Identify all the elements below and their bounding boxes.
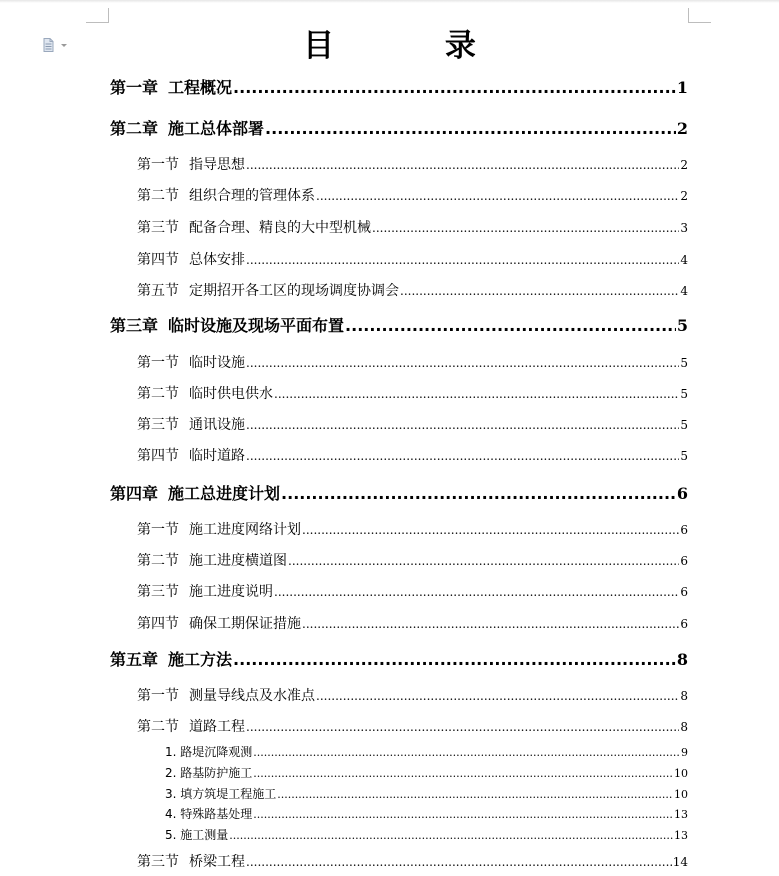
toc-title-text: 临时设施 bbox=[189, 355, 245, 371]
toc-title-text: 施工进度说明 bbox=[189, 584, 273, 600]
toc-page-number: 10 bbox=[674, 788, 688, 801]
toc-number: 第一章 bbox=[110, 78, 159, 97]
toc-leader bbox=[288, 551, 679, 571]
toc-section-5-1[interactable] bbox=[137, 686, 688, 706]
toc-number: 第一节 bbox=[137, 522, 179, 538]
toc-title-text: 路基防护施工 bbox=[180, 766, 253, 780]
toc-title-text: 路堤沉降观测 bbox=[180, 745, 253, 759]
toc-leader bbox=[233, 649, 676, 671]
toc-number: 第三节 bbox=[137, 220, 179, 236]
toc-section-2-4[interactable] bbox=[137, 250, 688, 270]
toc-number: 第五章 bbox=[110, 650, 159, 669]
toc-number: 第三节 bbox=[137, 584, 179, 600]
toc-leader bbox=[246, 250, 679, 270]
toc-leader bbox=[277, 786, 673, 803]
toc-page-number: 6 bbox=[680, 523, 688, 537]
toc-title-text: 工程概况 bbox=[168, 78, 233, 97]
toc-page-number: 8 bbox=[680, 720, 688, 734]
toc-leader bbox=[274, 384, 679, 404]
toc-leader bbox=[265, 118, 676, 140]
toc-section-2-1[interactable] bbox=[137, 155, 688, 175]
toc-page-number: 5 bbox=[680, 387, 688, 401]
toc-section-2-3[interactable] bbox=[137, 218, 688, 238]
toc-page-number: 5 bbox=[680, 418, 688, 432]
toc-leader bbox=[316, 186, 679, 206]
toc-page-number: 8 bbox=[680, 689, 688, 703]
toc-title-text: 临时供电供水 bbox=[189, 386, 273, 402]
toc-title-text: 道路工程 bbox=[189, 719, 245, 735]
toc-page-number: 3 bbox=[680, 221, 688, 235]
toc-page-number: 14 bbox=[672, 855, 688, 869]
toc-leader bbox=[246, 353, 679, 373]
toc-number: 第三节 bbox=[137, 854, 179, 870]
toc-section-3-3[interactable] bbox=[137, 415, 688, 435]
toc-number: 第一节 bbox=[137, 688, 179, 704]
toc-leader bbox=[253, 765, 673, 782]
toc-title: 目 录 bbox=[303, 28, 526, 64]
toc-leader bbox=[316, 686, 679, 706]
toc-number: 第四节 bbox=[137, 616, 179, 632]
toc-title-text: 特殊路基处理 bbox=[180, 807, 253, 821]
toc-page-number: 2 bbox=[676, 119, 688, 138]
toc-number: 5. bbox=[165, 828, 177, 842]
toc-section-4-1[interactable] bbox=[137, 520, 688, 540]
toc-page-number: 5 bbox=[680, 449, 688, 463]
margin-corner-top-right bbox=[688, 8, 711, 23]
toc-title-text: 施工方法 bbox=[168, 650, 233, 669]
toc-section-5-3[interactable] bbox=[137, 852, 688, 872]
toc-page-number: 4 bbox=[680, 253, 688, 267]
toc-page-number: 6 bbox=[680, 617, 688, 631]
toc-section-2-2[interactable] bbox=[137, 186, 688, 206]
toc-number: 第二节 bbox=[137, 188, 179, 204]
toc-title-text: 配备合理、精良的大中型机械 bbox=[189, 220, 371, 236]
toc-number: 第四节 bbox=[137, 252, 179, 268]
toc-section-4-4[interactable] bbox=[137, 614, 688, 634]
toc-title-text: 通讯设施 bbox=[189, 417, 245, 433]
toc-title-text: 施工进度横道图 bbox=[189, 553, 287, 569]
toc-section-2-5[interactable] bbox=[137, 281, 688, 301]
toc-chapter-1[interactable] bbox=[110, 77, 688, 99]
toc-leader bbox=[274, 582, 679, 602]
toc-section-3-2[interactable] bbox=[137, 384, 688, 404]
toc-number: 第一节 bbox=[137, 355, 179, 371]
toc-leader bbox=[400, 281, 679, 301]
toc-number: 第三章 bbox=[110, 316, 159, 335]
toc-title-text: 临时设施及现场平面布置 bbox=[168, 316, 345, 335]
toc-page-number: 8 bbox=[676, 650, 688, 669]
toc-leader bbox=[246, 446, 679, 466]
toc-leader bbox=[345, 315, 676, 337]
toc-number: 3. bbox=[165, 787, 177, 801]
toc-section-3-1[interactable] bbox=[137, 353, 688, 373]
toc-page-number: 6 bbox=[680, 554, 688, 568]
toc-leader bbox=[233, 77, 676, 99]
toc-page-number: 5 bbox=[680, 356, 688, 370]
toc-number: 第四节 bbox=[137, 448, 179, 464]
toc-title-text: 组织合理的管理体系 bbox=[189, 188, 315, 204]
toc-leader bbox=[253, 744, 680, 761]
toc-section-5-2[interactable] bbox=[137, 717, 688, 737]
toc-chapter-5[interactable] bbox=[110, 649, 688, 671]
page-top-edge bbox=[0, 0, 779, 3]
toc-number: 第二节 bbox=[137, 386, 179, 402]
toc-title-text: 施工测量 bbox=[180, 828, 229, 842]
toc-page-number: 13 bbox=[674, 808, 688, 821]
toc-item-5-2-1[interactable] bbox=[165, 744, 688, 761]
toc-number: 第一节 bbox=[137, 157, 179, 173]
toc-page-number: 10 bbox=[674, 767, 688, 780]
toc-number: 4. bbox=[165, 807, 177, 821]
margin-corner-top-left bbox=[86, 8, 109, 23]
toc-number: 2. bbox=[165, 766, 177, 780]
toc-leader bbox=[302, 520, 679, 540]
toc-number: 第三节 bbox=[137, 417, 179, 433]
toc-chapter-4[interactable] bbox=[110, 483, 688, 505]
toc-page-number: 6 bbox=[676, 484, 688, 503]
toc-chapter-3[interactable] bbox=[110, 315, 688, 337]
toc-title-text: 桥梁工程 bbox=[189, 854, 245, 870]
toc-page-number: 9 bbox=[681, 746, 688, 759]
toc-item-5-2-3[interactable] bbox=[165, 786, 688, 803]
toc-item-5-2-2[interactable] bbox=[165, 765, 688, 782]
toc-chapter-2[interactable] bbox=[110, 118, 688, 140]
toc-leader bbox=[281, 483, 676, 505]
toc-title-text: 测量导线点及水准点 bbox=[189, 688, 315, 704]
toc-leader bbox=[246, 717, 679, 737]
toc-section-4-2[interactable] bbox=[137, 551, 688, 571]
toc-title-text: 施工总进度计划 bbox=[168, 484, 281, 503]
toc-leader bbox=[372, 218, 679, 238]
toc-number: 第二章 bbox=[110, 119, 159, 138]
toc-leader bbox=[229, 827, 673, 844]
toc-leader bbox=[246, 415, 679, 435]
toc-page-number: 2 bbox=[680, 189, 688, 203]
toc-page-number: 13 bbox=[674, 829, 688, 842]
toc-title-text: 总体安排 bbox=[189, 252, 245, 268]
toc-number: 第五节 bbox=[137, 283, 179, 299]
toc-title-text: 确保工期保证措施 bbox=[189, 616, 301, 632]
toc-title-text: 定期招开各工区的现场调度协调会 bbox=[189, 283, 399, 299]
toc-title-text: 施工进度网络计划 bbox=[189, 522, 301, 538]
toc-number: 第二节 bbox=[137, 553, 179, 569]
toc-item-5-2-5[interactable] bbox=[165, 827, 688, 844]
toc-page-number: 2 bbox=[680, 158, 688, 172]
toc-page-number: 1 bbox=[676, 78, 688, 97]
toc-number: 第二节 bbox=[137, 719, 179, 735]
toc-page-number: 5 bbox=[676, 316, 688, 335]
toc-number: 第四章 bbox=[110, 484, 159, 503]
toc-item-5-2-4[interactable] bbox=[165, 806, 688, 823]
toc-number: 1. bbox=[165, 745, 177, 759]
toc-title-text: 填方筑堤工程施工 bbox=[180, 787, 277, 801]
toc-section-3-4[interactable] bbox=[137, 446, 688, 466]
toc-leader bbox=[253, 806, 673, 823]
toc-title-text: 施工总体部署 bbox=[168, 119, 265, 138]
toc-page-number: 4 bbox=[680, 284, 688, 298]
toc-title-text: 临时道路 bbox=[189, 448, 245, 464]
toc-leader bbox=[246, 852, 672, 872]
toc-leader bbox=[302, 614, 679, 634]
toc-section-4-3[interactable] bbox=[137, 582, 688, 602]
toc-title-text: 指导思想 bbox=[189, 157, 245, 173]
toc-leader bbox=[246, 155, 679, 175]
toc-page-number: 6 bbox=[680, 585, 688, 599]
